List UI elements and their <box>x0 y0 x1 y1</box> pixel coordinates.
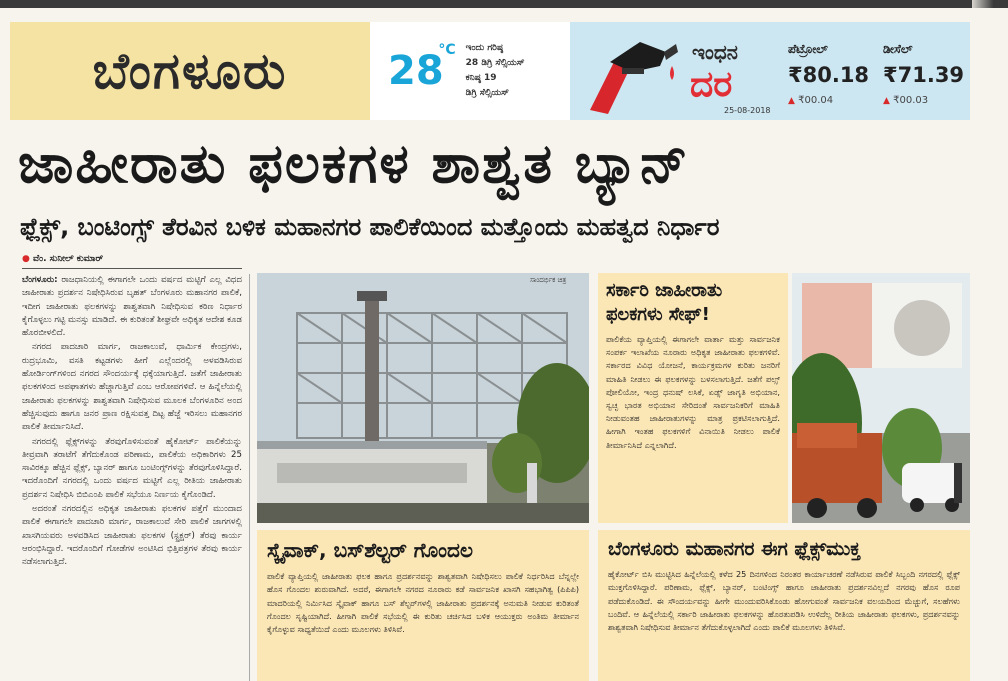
box-skywalk-busshelter <box>257 530 589 681</box>
box-flex-free-city <box>598 530 970 681</box>
box-text: ಪಾಲಿಕೆ ವ್ಯಾಪ್ತಿಯಲ್ಲಿ ಜಾಹೀರಾತು ಫಲಕ ಹಾಗೂ ಪ್ರದರ್ಶನವನ್ನು ಶಾಶ್ವತವಾಗಿ ನಿಷೇಧಿಸಲು ಪಾಲಿಕೆ ನಿರ್ಧರಿಸಿದ ಬೆನ್ನಲ್ಲೇ ಹೊಸ ಗೊಂದಲ ಶುರುವಾಗಿದೆ. ಅದರೆ, ಈಗಾಗಲೇ ನಗರದ ನೂರಾರು ಕಡೆ ಸಾರ್ವಜನಿಕ ಖಾಸಗಿ ಸಹಭಾಗಿತ್ವ (ಪಿಪಿಪಿ) ಮಾದರಿಯಲ್ಲಿ ನಿರ್ಮಿಸಿದ ಸ್ಕೈವಾಕ್ ಹಾಗೂ ಬಸ್ ಶೆಲ್ಟರ್‌ಗಳಲ್ಲಿ ಜಾಹೀರಾತು ಪ್ರದರ್ಶನಕ್ಕೆ ಅನುಮತಿ ನೀಡುವ ಕುರಿತಂತೆ ಗೊಂದಲ ಸೃಷ್ಟಿಯಾಗಿದೆ. ಹೀಗಾಗಿ ಪಾಲಿಕೆ ಸಭೆಯಲ್ಲಿ ಈ ಕುರಿತು ಚರ್ಚಿಸಿದ ಬಳಿಕ ಆಯುಕ್ತರು ಅಂತಿಮ ತೀರ್ಮಾನ ಕೈಗೊಳ್ಳುವ ಸಾಧ್ಯತೆಯಿದೆ ಎಂದು ಮೂಲಗಳು ತಿಳಿಸಿವೆ. <box>267 571 579 635</box>
article-paragraph: ನಗರದ ಪಾದಚಾರಿ ಮಾರ್ಗ, ರಾಜಕಾಲುವೆ, ಧಾರ್ಮಿಕ ಕೇಂದ್ರಗಳು, ರುದ್ರಭೂಮಿ, ವಸತಿ ಕಟ್ಟಡಗಳು ಹೀಗೆ ಎಲ್ಲೆಂದರಲ್ಲಿ ಅಳವಡಿಸಿರುವ ಹೋರ್ಡಿಂಗ್‌ಗಳಿಂದ ನಗರದ ಸೌಂದರ್ಯಕ್ಕೆ ಧಕ್ಕೆಯಾಗುತ್ತಿದೆ. ಜತೆಗೆ ಜಾಹೀರಾತು ಫಲಕಗಳಿಂದ ಅಪಘಾತಗಳು ಹೆಚ್ಚಾಗುತ್ತಿವೆ ಎಂಬ ಆರೋಪಗಳಿವೆ. ಆ ಹಿನ್ನೆಲೆಯಲ್ಲಿ ಜಾಹೀರಾತು ಫಲಕಗಳನ್ನು ಶಾಶ್ವತವಾಗಿ ನಿಷೇಧಿಸುವ ಮೂಲಕ ಬೆಂಗಳೂರಿನ ಅಂದ ಹೆಚ್ಚಿಸುವುದು ಹಾಗೂ ಜನರ ಪ್ರಾಣ ರಕ್ಷಿಸುವತ್ತ ದಿಟ್ಟ ಹೆಜ್ಜೆ ಇರಿಸಲು ಮಹಾನಗರ ಪಾಲಿಕೆ ತೀರ್ಮಾನಿಸಿದೆ. <box>22 342 242 433</box>
sidebar-box-title: ಸರ್ಕಾರಿ ಜಾಹೀರಾತು ಫಲಕಗಳು ಸೇಫ್! <box>606 280 723 325</box>
fuel-date: 25-08-2018 <box>724 106 771 115</box>
subheadline: ಫ್ಲೆಕ್ಸ್, ಬಂಟಿಂಗ್ಸ್ ತೆರವಿನ ಬಳಿಕ ಮಹಾನಗರ ಪಾಲಿಕೆಯಿಂದ ಮತ್ತೊಂದು ಮಹತ್ವದ ನಿರ್ಧಾರ <box>20 213 720 241</box>
fuel-nozzle-icon <box>570 22 680 120</box>
sidebar-box-government-ads <box>598 273 788 523</box>
street-photo <box>792 273 970 523</box>
newspaper-page <box>0 8 1008 681</box>
up-arrow-icon: ▲ <box>788 96 795 106</box>
byline: ● ವೆಂ. ಸುನೀಲ್ ಕುಮಾರ್ <box>22 254 104 264</box>
sidebar-box-text: ಪಾಲಿಕೆಯ ವ್ಯಾಪ್ತಿಯಲ್ಲಿ ಈಗಾಗಲೇ ವಾರ್ತಾ ಮತ್ತು ಸಾರ್ವಜನಿಕ ಸಂಪರ್ಕ ಇಲಾಖೆಯ ನೂರಾರು ಅಧಿಕೃತ ಜಾಹೀರಾತು ಫಲಕಗಳಿವೆ. ಸರ್ಕಾರದ ವಿವಿಧ ಯೋಜನೆ, ಕಾರ್ಯಕ್ರಮಗಳ ಕುರಿತು ಜನರಿಗೆ ಮಾಹಿತಿ ನೀಡಲು ಈ ಫಲಕಗಳನ್ನು ಬಳಸಲಾಗುತ್ತಿದೆ. ಜತೆಗೆ ಪಲ್ಸ್ ಪೋಲಿಯೋ, ಇಂದ್ರ ಧನುಷ್ ಲಸಿಕೆ, ಏಡ್ಸ್ ಜಾಗೃತಿ ಅಭಿಯಾನ, ಸ್ವಚ್ಛ ಭಾರತ ಅಭಿಯಾನ ಸೇರಿದಂತೆ ಸಾರ್ವಜನಿಕರಿಗೆ ಮಾಹಿತಿ ನೀಡುವಂತಹ ಜಾಹೀರಾತುಗಳನ್ನು ಮಾತ್ರ ಪ್ರಕಟಿಸಲಾಗುತ್ತಿದೆ. ಹೀಗಾಗಿ ಇಂತಹ ಫಲಕಗಳಿಗೆ ವಿನಾಯಿತಿ ನೀಡಲು ಪಾಲಿಕೆ ತೀರ್ಮಾನಿಸಿದೆ ಎನ್ನಲಾಗಿದೆ. <box>606 334 780 450</box>
temperature-unit: °C <box>438 42 456 58</box>
divider <box>22 268 242 269</box>
box-title: ಬೆಂಗಳೂರು ಮಹಾನಗರ ಈಗ ಫ್ಲೆಕ್ಸ್‌ಮುಕ್ತ <box>608 538 861 560</box>
column-divider <box>249 274 250 681</box>
city-title: ಬೆಂಗಳೂರು <box>10 22 370 120</box>
photo-credit: ಸಾಂದರ್ಭಿಕ ಚಿತ್ರ <box>530 276 567 284</box>
article-paragraph: ಅದರಂತೆ ನಗರದಲ್ಲಿನ ಅಧಿಕೃತ ಜಾಹೀರಾತು ಫಲಕಗಳ ಪತ್ತೆಗೆ ಮುಂದಾದ ಪಾಲಿಕೆ ಈಗಾಗಲೇ ಪಾದಚಾರಿ ಮಾರ್ಗ, ರಾಜಕಾಲುವೆ ಸೇರಿ ಪಾಲಿಕೆ ಜಾಗಗಳಲ್ಲಿ ಖಾಸಗಿಯವರು ಅಳವಡಿಸಿದ ಜಾಹೀರಾತು ಫಲಕಗಳ (ಸ್ಟ್ರಕ್ಚರ್) ತೆರವು ಕಾರ್ಯ ಆರಂಭಿಸಿದ್ದಾರೆ. ಇದರೊಂದಿಗೆ ಗೋಡೆಗಳ ಅಂಟಿಸಿದ ಭಿತ್ತಿಪತ್ರಗಳ ತೆರವು ಕಾರ್ಯ ನಡೆಸಲಾಗುತ್ತಿದೆ. <box>22 504 242 568</box>
fuel-rate-main: ದರ <box>690 64 733 105</box>
headline: ಜಾಹೀರಾತು ಫಲಕಗಳ ಶಾಶ್ವತ ಬ್ಯಾನ್ <box>18 132 690 195</box>
temperature-value: 28 °C <box>388 42 456 94</box>
up-arrow-icon: ▲ <box>883 96 890 106</box>
weather-panel <box>370 22 570 120</box>
article-paragraph: ಬೆಂಗಳೂರು: ರಾಜಧಾನಿಯಲ್ಲಿ ಈಗಾಗಲೇ ಒಂದು ವರ್ಷದ ಮಟ್ಟಿಗೆ ಎಲ್ಲ ವಿಧದ ಜಾಹೀರಾತು ಪ್ರದರ್ಶನ ನಿಷೇಧಿಸಿರುವ ಬೃಹತ್ ಬೆಂಗಳೂರು ಮಹಾನಗರ ಪಾಲಿಕೆ, ಇದೀಗ ಜಾಹೀರಾತು ಫಲಕಗಳನ್ನು ಶಾಶ್ವತವಾಗಿ ನಿಷೇಧಿಸುವ ಕಠಿಣ ನಿರ್ಧಾರ ಕೈಗೊಳ್ಳಲು ಗಟ್ಟಿ ಮನಸ್ಸು ಮಾಡಿದೆ. ಈ ಕುರಿತಂತೆ ಶೀಘ್ರವೇ ಅಧಿಕೃತ ಆದೇಶ ಕೂಡ ಹೊರಬೀಳಲಿದೆ. <box>22 275 242 339</box>
temperature-detail: ಇಂದು ಗರಿಷ್ಠ 28 ಡಿಗ್ರಿ ಸೆಲ್ಸಿಯಸ್ ಕನಿಷ್ಠ 19 ಡಿಗ್ರಿ ಸೆಲ್ಸಿಯಸ್ <box>465 43 525 98</box>
article-paragraph: ನಗರದಲ್ಲಿ ಫ್ಲೆಕ್ಸ್‌ಗಳನ್ನು ತೆರವುಗೊಳಿಸುವಂತೆ ಹೈಕೋರ್ಟ್ ಪಾಲಿಕೆಯನ್ನು ತೀವ್ರವಾಗಿ ತರಾಟೆಗೆ ತೆಗೆದುಕೊಂಡ ಪರಿಣಾಮ, ಪಾಲಿಕೆಯ ಅಧಿಕಾರಿಗಳು 25 ಸಾವಿರಕ್ಕೂ ಹೆಚ್ಚಿನ ಫ್ಲೆಕ್ಸ್, ಬ್ಯಾನರ್ ಹಾಗೂ ಬಂಟಿಂಗ್ಸ್‌ಗಳನ್ನು ತೆರವುಗೊಳಿಸಿದ್ದಾರೆ. ಇದರೊಂದಿಗೆ ನಗರದಲ್ಲಿ ಒಂದು ವರ್ಷದ ಮಟ್ಟಿಗೆ ಎಲ್ಲ ರೀತಿಯ ಜಾಹೀರಾತು ಪ್ರದರ್ಶನ ನಿಷೇಧಿಸಿ ಬಿಬಿಎಂಪಿ ಪಾಲಿಕೆ ಸಭೆಯೂ ನಿರ್ಣಯ ಕೈಗೊಂಡಿದೆ. <box>22 436 242 500</box>
fuel-rate-title: ಇಂಧನ ದರ 25-08-2018 <box>690 40 771 115</box>
box-text: ಹೈಕೋರ್ಟ್ ಬಿಸಿ ಮುಟ್ಟಿಸಿದ ಹಿನ್ನೆಲೆಯಲ್ಲಿ ಕಳೆದ 25 ದಿನಗಳಿಂದ ನಿರಂತರ ಕಾರ್ಯಾಚರಣೆ ನಡೆಸಿರುವ ಪಾಲಿಕೆ ಸಿಬ್ಬಂದಿ ನಗರದಲ್ಲಿ ಫ್ಲೆಕ್ಸ್ ಮುಕ್ತಗೊಳಿಸಿದ್ದಾರೆ. ಪರಿಣಾಮ, ಫ್ಲೆಕ್ಸ್, ಬ್ಯಾನರ್, ಬಂಟಿಂಗ್ಸ್ ಹಾಗೂ ಜಾಹೀರಾತು ಪ್ರದರ್ಶನವಿಲ್ಲದೆ ನಗರವು ಹೊಸ ರೂಪ ಪಡೆದುಕೊಂಡಿದೆ. ಈ ಸೌಂದರ್ಯವನ್ನು ಹೀಗೇ ಮುಂದುವರಿಸಿಕೊಂಡು ಹೋಗುವಂತೆ ಸಾರ್ವಜನಿಕ ವಲಯದಿಂದ ಮೆಚ್ಚುಗೆ, ಸಲಹೆಗಳು ಬಂದಿವೆ. ಆ ಹಿನ್ನೆಲೆಯಲ್ಲಿ ಸರ್ಕಾರಿ ಜಾಹೀರಾತು ಫಲಕಗಳನ್ನು ಹೊರತುಪಡಿಸಿ ಉಳಿದೆಲ್ಲ ರೀತಿಯ ಜಾಹೀರಾತು ಫಲಕಗಳು, ಪ್ರದರ್ಶನವನ್ನು ಶಾಶ್ವತವಾಗಿ ನಿಷೇಧಿಸುವ ತೀರ್ಮಾನ ತೆಗೆದುಕೊಳ್ಳಲಾಗಿದೆ ಎಂದು ಪಾಲಿಕೆ ಮೂಲಗಳು ತಿಳಿಸಿವೆ. <box>608 569 960 633</box>
diesel-price: ಡೀಸೆಲ್ ₹71.39 ▲ ₹00.03 <box>883 42 965 106</box>
fuel-price-panel <box>570 22 970 120</box>
box-title: ಸ್ಕೈವಾಕ್, ಬಸ್‌ಶೆಲ್ಟರ್ ಗೊಂದಲ <box>267 538 473 562</box>
billboard-photo <box>257 273 589 523</box>
masthead <box>10 22 970 120</box>
article-body <box>22 274 242 571</box>
dateline: ಬೆಂಗಳೂರು: <box>22 275 58 285</box>
petrol-price: ಪೆಟ್ರೋಲ್ ₹80.18 ▲ ₹00.04 <box>788 42 870 106</box>
